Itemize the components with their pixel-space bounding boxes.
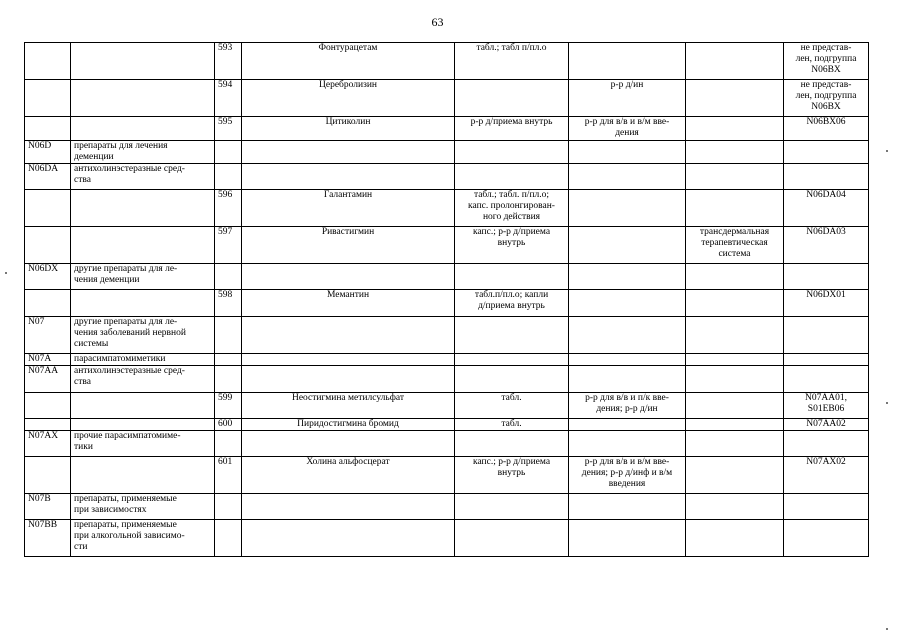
atc-reference-cell: N07AA02 [784,419,869,431]
atc-reference-cell [784,431,869,457]
item-number-cell [215,494,242,520]
drug-name-cell: Мемантин [242,290,455,317]
atc-reference-cell [784,264,869,290]
dosage-form-cell: табл.; табл. п/пл.о; капс. пролонгирован- ного действия [455,190,569,227]
injection-form-cell [569,164,686,190]
group-name-cell: препараты, применяемые при алкогольной зависимо- сти [71,520,215,557]
injection-form-cell [569,43,686,80]
injection-form-cell [569,354,686,366]
atc-reference-cell [784,366,869,393]
other-form-cell [686,366,784,393]
other-form-cell [686,290,784,317]
drug-name-cell: Фонтурацетам [242,43,455,80]
other-form-cell [686,264,784,290]
atc-reference-cell [784,164,869,190]
item-number-cell [215,317,242,354]
table-row [25,164,869,190]
table-row [25,290,869,317]
other-form-cell [686,317,784,354]
dosage-form-cell [455,141,569,164]
table-row [25,117,869,141]
atc-code-cell: N07 [25,317,71,354]
group-name-cell: антихолинэстеразные сред- ства [71,366,215,393]
item-number-cell: 600 [215,419,242,431]
group-name-cell: другие препараты для ле- чения заболеваний нервной системы [71,317,215,354]
injection-form-cell [569,431,686,457]
injection-form-cell [569,141,686,164]
drug-name-cell [242,164,455,190]
atc-code-cell [25,290,71,317]
injection-form-cell: р-р д/ин [569,80,686,117]
atc-reference-cell: N06DA03 [784,227,869,264]
injection-form-cell [569,227,686,264]
atc-reference-cell [784,354,869,366]
dosage-form-cell [455,317,569,354]
table-row [25,431,869,457]
group-name-cell [71,393,215,419]
item-number-cell: 601 [215,457,242,494]
other-form-cell [686,520,784,557]
atc-code-cell: N06DX [25,264,71,290]
other-form-cell [686,80,784,117]
table-row [25,457,869,494]
dosage-form-cell [455,264,569,290]
dosage-form-cell: капс.; р-р д/приема внутрь [455,457,569,494]
drug-name-cell [242,366,455,393]
item-number-cell: 593 [215,43,242,80]
dosage-form-cell: табл. [455,419,569,431]
group-name-cell: парасимпатомиметики [71,354,215,366]
group-name-cell [71,457,215,494]
injection-form-cell [569,494,686,520]
atc-code-cell: N07B [25,494,71,520]
atc-reference-cell: N07AA01, S01EB06 [784,393,869,419]
atc-code-cell [25,190,71,227]
atc-reference-cell: N06DX01 [784,290,869,317]
drug-name-cell [242,264,455,290]
scan-speck [5,272,7,274]
atc-reference-cell [784,141,869,164]
table-row [25,520,869,557]
atc-code-cell [25,419,71,431]
other-form-cell [686,43,784,80]
injection-form-cell: р-р для в/в и в/м вве- дения; р-р д/инф и в/м введения [569,457,686,494]
item-number-cell [215,354,242,366]
drug-name-cell [242,431,455,457]
dosage-form-cell [455,431,569,457]
dosage-form-cell [455,494,569,520]
scan-speck [886,628,888,630]
injection-form-cell [569,190,686,227]
dosage-form-cell [455,164,569,190]
drug-list-table [24,42,869,557]
table-row [25,393,869,419]
drug-name-cell: Неостигмина метилсульфат [242,393,455,419]
injection-form-cell [569,520,686,557]
other-form-cell [686,431,784,457]
atc-reference-cell: N06DA04 [784,190,869,227]
item-number-cell: 595 [215,117,242,141]
table-row [25,354,869,366]
item-number-cell: 594 [215,80,242,117]
other-form-cell [686,164,784,190]
dosage-form-cell [455,354,569,366]
injection-form-cell: р-р для в/в и п/к вве- дения; р-р д/ин [569,393,686,419]
table-row [25,43,869,80]
atc-code-cell: N06DA [25,164,71,190]
drug-name-cell [242,141,455,164]
table-row [25,419,869,431]
group-name-cell: антихолинэстеразные сред- ства [71,164,215,190]
other-form-cell [686,141,784,164]
injection-form-cell [569,290,686,317]
injection-form-cell [569,419,686,431]
other-form-cell [686,393,784,419]
item-number-cell: 597 [215,227,242,264]
item-number-cell [215,520,242,557]
item-number-cell [215,431,242,457]
drug-name-cell [242,494,455,520]
table-row [25,80,869,117]
drug-name-cell [242,317,455,354]
group-name-cell: препараты, применяемые при зависимостях [71,494,215,520]
drug-name-cell [242,354,455,366]
injection-form-cell [569,317,686,354]
atc-reference-cell [784,494,869,520]
item-number-cell: 599 [215,393,242,419]
atc-code-cell [25,227,71,264]
drug-name-cell: Галантамин [242,190,455,227]
item-number-cell: 598 [215,290,242,317]
item-number-cell [215,366,242,393]
other-form-cell [686,419,784,431]
dosage-form-cell [455,520,569,557]
dosage-form-cell: р-р д/приема внутрь [455,117,569,141]
group-name-cell: прочие парасимпатомиме- тики [71,431,215,457]
table-row [25,264,869,290]
drug-name-cell: Церебролизин [242,80,455,117]
other-form-cell [686,354,784,366]
atc-code-cell: N06D [25,141,71,164]
scan-speck [886,150,888,152]
atc-code-cell: N07AX [25,431,71,457]
other-form-cell [686,190,784,227]
atc-code-cell: N07A [25,354,71,366]
group-name-cell [71,117,215,141]
other-form-cell: трансдермальная терапевтическая система [686,227,784,264]
scan-speck [886,402,888,404]
dosage-form-cell: табл.; табл п/пл.о [455,43,569,80]
item-number-cell [215,264,242,290]
atc-code-cell: N07AA [25,366,71,393]
atc-reference-cell [784,520,869,557]
group-name-cell [71,43,215,80]
atc-reference-cell: не представ- лен, подгруппа N06BX [784,80,869,117]
table-row [25,317,869,354]
drug-name-cell: Цитиколин [242,117,455,141]
atc-code-cell: N07BB [25,520,71,557]
group-name-cell [71,190,215,227]
page-number: 63 [431,15,444,29]
dosage-form-cell [455,80,569,117]
dosage-form-cell [455,366,569,393]
dosage-form-cell: капс.; р-р д/приема внутрь [455,227,569,264]
table-body [25,43,869,557]
table-row [25,227,869,264]
dosage-form-cell: табл. [455,393,569,419]
atc-code-cell [25,393,71,419]
atc-code-cell [25,43,71,80]
group-name-cell: другие препараты для ле- чения деменции [71,264,215,290]
table-row [25,494,869,520]
injection-form-cell [569,264,686,290]
table-row [25,366,869,393]
atc-code-cell [25,117,71,141]
atc-reference-cell: N07AX02 [784,457,869,494]
dosage-form-cell: табл.п/пл.о; капли д/приема внутрь [455,290,569,317]
table-row [25,141,869,164]
atc-reference-cell [784,317,869,354]
item-number-cell [215,164,242,190]
atc-code-cell [25,80,71,117]
drug-name-cell: Пиридостигмина бромид [242,419,455,431]
table-row [25,190,869,227]
other-form-cell [686,494,784,520]
item-number-cell: 596 [215,190,242,227]
other-form-cell [686,117,784,141]
group-name-cell: препараты для лечения деменции [71,141,215,164]
group-name-cell [71,290,215,317]
atc-reference-cell: не представ- лен, подгруппа N06BX [784,43,869,80]
atc-code-cell [25,457,71,494]
injection-form-cell [569,366,686,393]
group-name-cell [71,80,215,117]
atc-reference-cell: N06BX06 [784,117,869,141]
item-number-cell [215,141,242,164]
group-name-cell [71,227,215,264]
group-name-cell [71,419,215,431]
drug-name-cell: Ривастигмин [242,227,455,264]
drug-name-cell [242,520,455,557]
other-form-cell [686,457,784,494]
drug-name-cell: Холина альфосцерат [242,457,455,494]
injection-form-cell: р-р для в/в и в/м вве- дения [569,117,686,141]
